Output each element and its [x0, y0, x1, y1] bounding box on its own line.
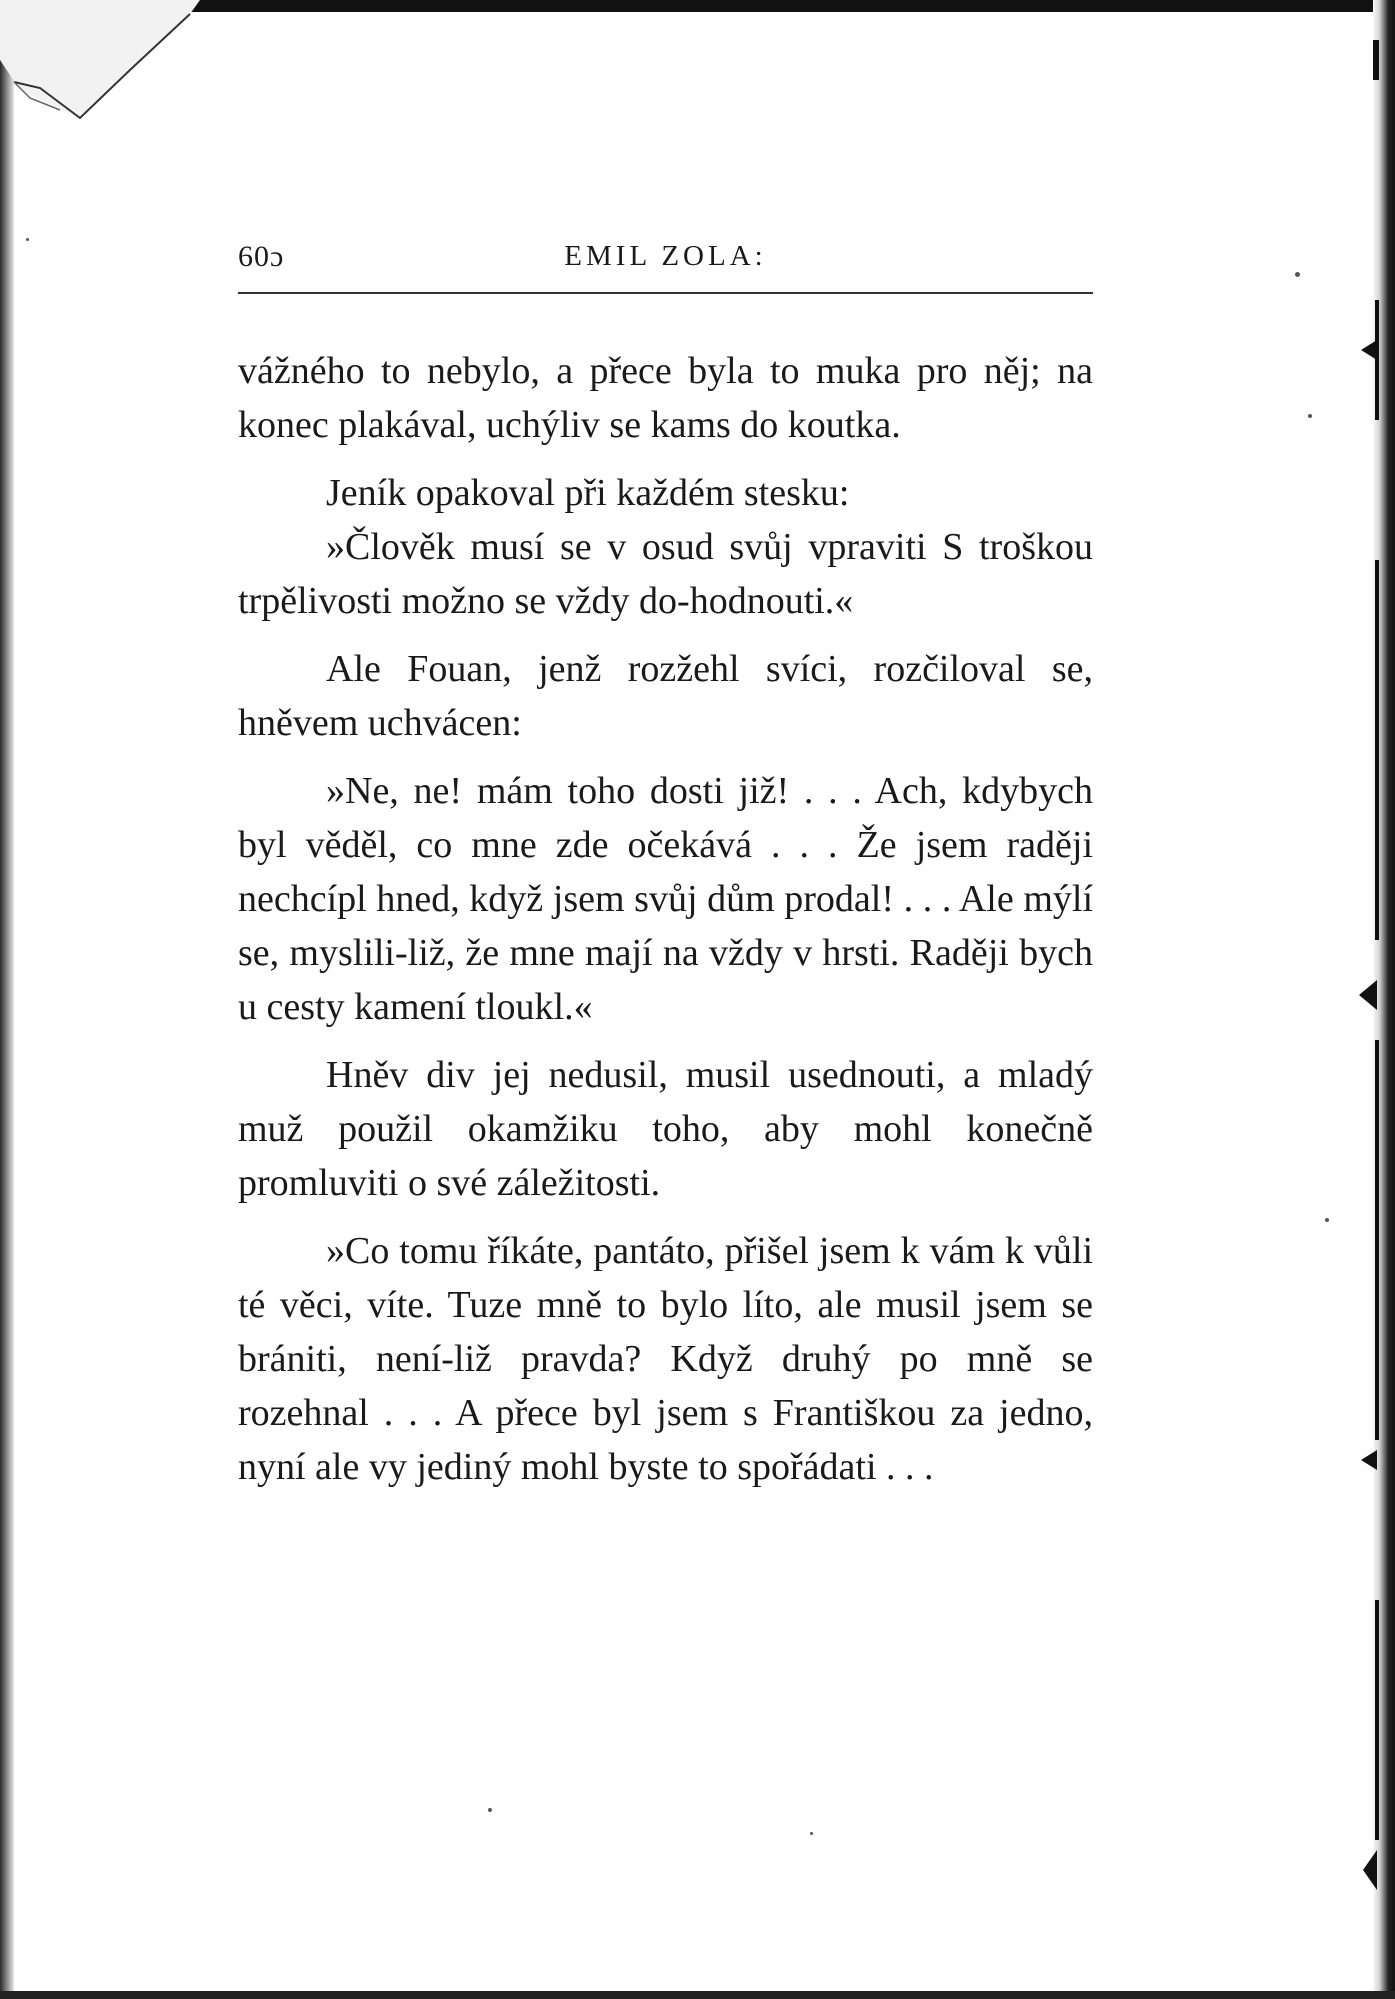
paragraph: Hněv div jej nedusil, musil usednouti, a mladý muž použil okamžiku toho, aby mohl konečně promluviti o své záležitosti. — [238, 1054, 1093, 1204]
scan-speck — [810, 1832, 813, 1835]
paragraph: vážného to nebylo, a přece byla to muka pro něj; na konec plakával, uchýliv se kams do koutka. — [238, 350, 1093, 446]
scan-speck — [26, 238, 29, 241]
scan-speck — [1325, 1218, 1329, 1222]
body-text — [238, 344, 1093, 1508]
paragraph: Jeník opakoval při každém stesku: — [326, 472, 850, 514]
scan-border-bottom — [0, 1991, 1395, 1999]
header-rule — [238, 292, 1093, 294]
page-number: 60ɔ — [238, 240, 285, 273]
scan-speck — [1295, 272, 1300, 277]
scan-border-left — [0, 0, 14, 1999]
folded-corner-icon — [0, 0, 200, 140]
scan-speck — [1308, 414, 1312, 418]
paragraph: »Co tomu říkáte, pantáto, přišel jsem k vám k vůli té věci, víte. Tuze mně to bylo líto, ale musil jsem se brániti, není-liž pravda? Když druhý po mně se rozehnal . . . A přece byl jsem s Františkou za jedno, nyní ale vy jediný mohl byste to spořádati . . . — [238, 1230, 1093, 1488]
paragraph: »Ne, ne! mám toho dosti již! . . . Ach, kdybych byl věděl, co mne zde očekává . . . Že jsem raději nechcípl hned, když jsem svůj dům prodal! . . . Ale mýlí se, myslili-liž, že mne mají na vždy v hrsti. Raději bych u cesty kamení tloukl.« — [238, 770, 1093, 1028]
running-title: EMIL ZOLA: — [564, 240, 767, 272]
paragraph: »Člověk musí se v osud svůj vpraviti S troškou trpělivosti možno se vždy do-hodnouti.« — [238, 526, 1093, 622]
scan-border-top — [0, 0, 1395, 12]
scan-speck — [488, 1808, 492, 1812]
binding-edge-marks — [1347, 0, 1387, 1999]
page-header — [238, 240, 1093, 276]
paragraph: Ale Fouan, jenž rozžehl svíci, rozčiloval se, hněvem uchvácen: — [238, 648, 1093, 744]
